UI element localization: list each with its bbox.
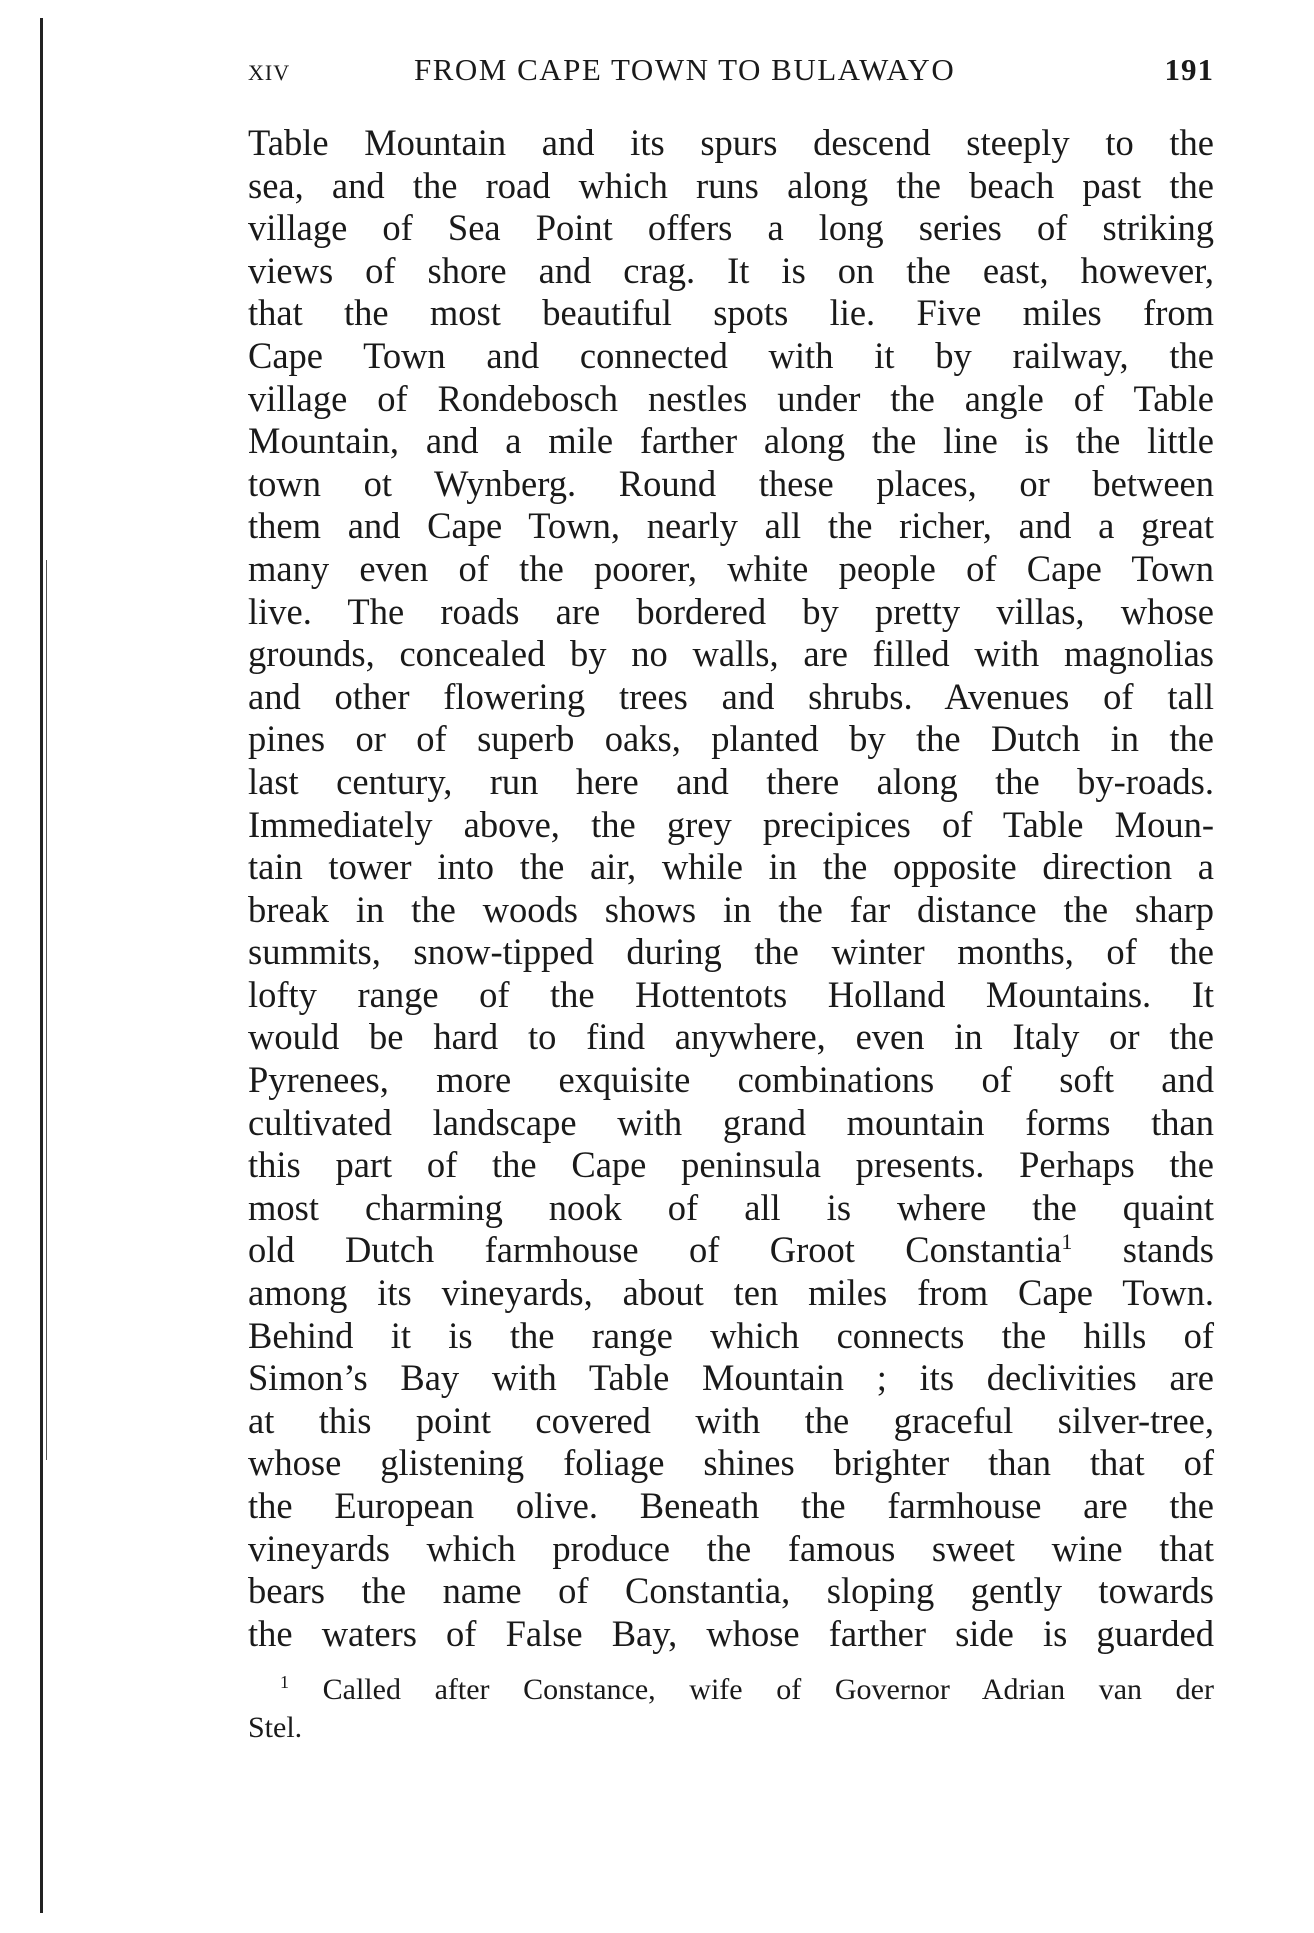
running-head (248, 52, 1214, 106)
text-line: sea, and the road which runs along the beach past the (248, 164, 1214, 206)
footnote-text: Called after Constance, wife of Governor Adrian van der (322, 1673, 1214, 1707)
footnote-line: Stel. (248, 1711, 303, 1745)
footnote-marker: 1 (280, 1672, 289, 1693)
book-page (248, 52, 1214, 1747)
text-line: cultivated landscape with grand mountain forms than (248, 1101, 1214, 1143)
text-line: bears the name of Constantia, sloping gently towards (248, 1570, 1214, 1612)
footnote-line (248, 1671, 1214, 1709)
text-line: the waters of False Bay, whose farther side is guarded (248, 1612, 1214, 1654)
page-number: 191 (1164, 52, 1214, 87)
text-line: vineyards which produce the famous sweet wine that (248, 1527, 1214, 1569)
text-line: that the most beautiful spots lie. Five miles from (248, 292, 1214, 334)
text-line-part: stands (1122, 1229, 1214, 1271)
text-line: the European olive. Beneath the farmhouse are the (248, 1485, 1214, 1526)
text-line: would be hard to find anywhere, even in Italy or the (248, 1016, 1214, 1058)
footnote (248, 1671, 1214, 1747)
text-line: at this point covered with the graceful silver-tree, (248, 1399, 1214, 1441)
text-line: whose glistening foliage shines brighter than that of (248, 1442, 1214, 1484)
text-line: village of Rondebosch nestles under the angle of Table (248, 377, 1214, 419)
text-line: Cape Town and connected with it by railway, the (248, 334, 1214, 376)
text-line-with-footnote-ref (248, 1229, 1214, 1272)
text-line: Simon’s Bay with Table Mountain ; its declivities are (248, 1357, 1214, 1399)
text-line: views of shore and crag. It is on the east, however, (248, 249, 1214, 291)
text-line: town ot Wynberg. Round these places, or between (248, 462, 1214, 504)
text-line: last century, run here and there along the by-roads. (248, 760, 1214, 802)
text-line: most charming nook of all is where the quaint (248, 1186, 1214, 1228)
text-line: Immediately above, the grey precipices of Table Moun- (248, 803, 1214, 845)
text-line: and other flowering trees and shrubs. Avenues of tall (248, 675, 1214, 717)
text-line: Table Mountain and its spurs descend steeply to the (248, 122, 1214, 163)
text-line: grounds, concealed by no walls, are filled with magnolias (248, 633, 1214, 675)
text-line: summits, snow-tipped during the winter months, of the (248, 931, 1214, 973)
text-line: this part of the Cape peninsula presents. Perhaps the (248, 1144, 1214, 1186)
text-line: them and Cape Town, nearly all the richer, and a great (248, 505, 1214, 547)
text-line: Behind it is the range which connects the hills of (248, 1314, 1214, 1356)
body-text (248, 122, 1214, 1655)
running-title: FROM CAPE TOWN TO BULAWAYO (414, 52, 956, 87)
text-line: pines or of superb oaks, planted by the Dutch in the (248, 718, 1214, 760)
text-line: village of Sea Point offers a long series of striking (248, 207, 1214, 249)
text-line-part: old Dutch farmhouse of Groot Constantia (248, 1229, 1062, 1271)
text-line: Pyrenees, more exquisite combinations of soft and (248, 1059, 1214, 1101)
chapter-number: xiv (248, 52, 291, 87)
text-line: tain tower into the air, while in the opposite direction a (248, 846, 1214, 888)
text-line: live. The roads are bordered by pretty villas, whose (248, 590, 1214, 632)
binding-edge-line (40, 18, 43, 1913)
text-line: many even of the poorer, white people of Cape Town (248, 547, 1214, 589)
binding-edge-line-inner (46, 560, 47, 1460)
text-line: break in the woods shows in the far distance the sharp (248, 888, 1214, 930)
text-line: lofty range of the Hottentots Holland Mountains. It (248, 973, 1214, 1015)
text-line: Mountain, and a mile farther along the line is the little (248, 420, 1214, 462)
text-line: among its vineyards, about ten miles from Cape Town. (248, 1272, 1214, 1314)
footnote-reference: 1 (1061, 1229, 1073, 1255)
